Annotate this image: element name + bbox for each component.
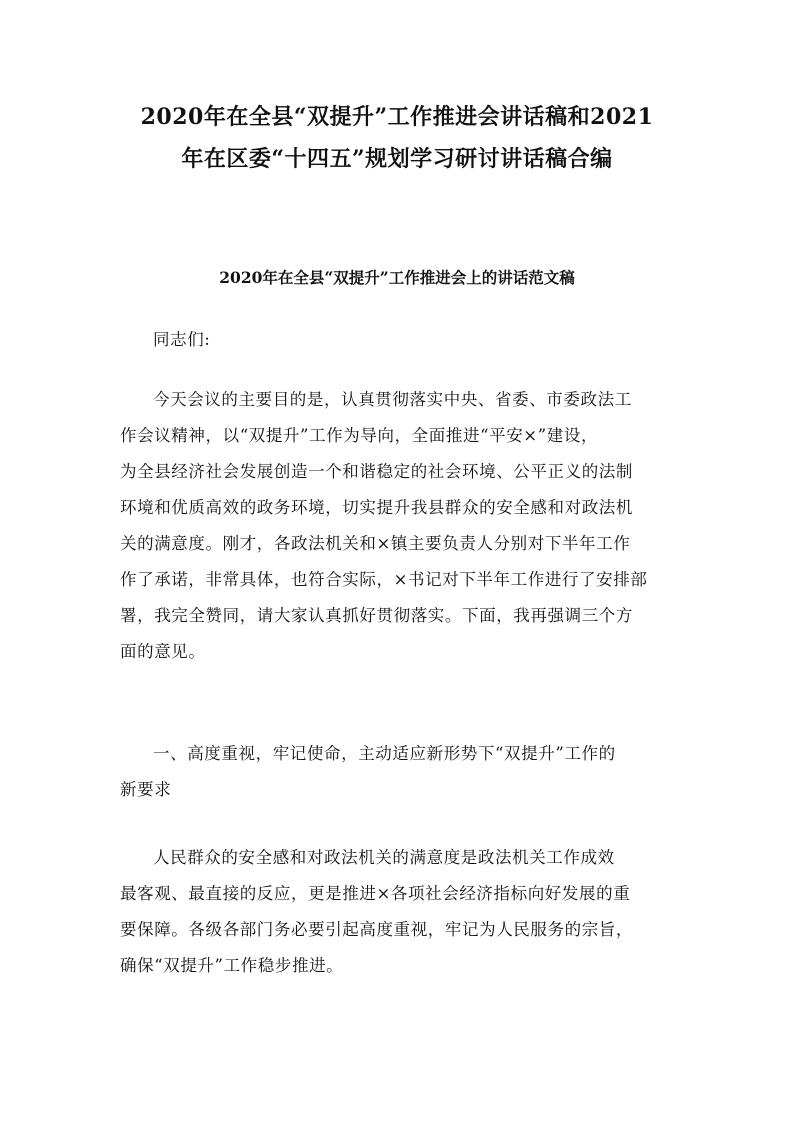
paragraph-1-line: 署，我完全赞同，请大家认真抓好贯彻落实。下面，我再强调三个方 (120, 606, 633, 625)
paragraph-1-line: 为全县经济社会发展创造一个和谐稳定的社会环境、公平正义的法制 (120, 462, 633, 481)
paragraph-2-line: 人民群众的安全感和对政法机关的满意度是政法机关工作成效 (153, 848, 615, 867)
heading-1-line: 新要求 (120, 780, 172, 799)
salutation: 同志们: (153, 330, 211, 349)
document-title-line-2: 年在区委“十四五”规划学习研讨讲话稿合编 (181, 146, 613, 172)
paragraph-2 (120, 840, 680, 984)
heading-1 (120, 736, 680, 808)
paragraph-1-line: 面的意见。 (120, 642, 206, 661)
section-title: 2020年在全县“双提升”工作推进会上的讲话范文稿 (219, 268, 575, 287)
paragraph-1 (120, 382, 680, 670)
paragraph-1-line: 关的满意度。刚才，各政法机关和×镇主要负责人分别对下半年工作 (120, 534, 631, 553)
paragraph-2-line: 最客观、最直接的反应，更是推进×各项社会经济指标向好发展的重 (120, 884, 631, 903)
paragraph-1-line: 环境和优质高效的政务环境，切实提升我县群众的安全感和对政法机 (120, 498, 633, 517)
document-title-line-1: 2020年在全县“双提升”工作推进会讲话稿和2021 (140, 104, 654, 130)
document-title (100, 96, 694, 180)
paragraph-1-line: 今天会议的主要目的是，认真贯彻落实中央、省委、市委政法工 (153, 390, 632, 409)
paragraph-1-line: 作了承诺，非常具体，也符合实际，×书记对下半年工作进行了安排部 (120, 570, 648, 589)
heading-1-line: 一、高度重视，牢记使命，主动适应新形势下“双提升”工作的 (153, 744, 616, 763)
paragraph-2-line: 确保“双提升”工作稳步推进。 (120, 956, 344, 975)
paragraph-1-line: 作会议精神，以“双提升”工作为导向，全面推进“平安×”建设， (120, 426, 599, 445)
paragraph-2-line: 要保障。各级各部门务必要引起高度重视，牢记为人民服务的宗旨， (120, 920, 633, 939)
